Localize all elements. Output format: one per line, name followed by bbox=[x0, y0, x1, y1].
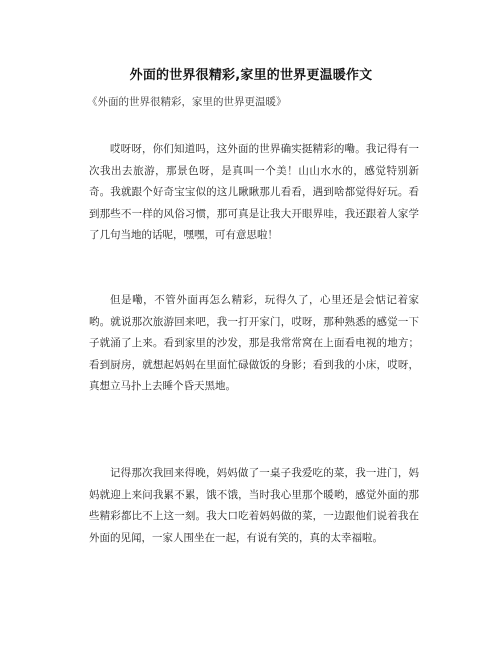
document-title: 外面的世界很精彩,家里的世界更温暖作文 bbox=[129, 68, 373, 83]
paragraph-1: 哎呀呀，你们知道吗，这外面的世界确实挺精彩的嘞。我记得有一次我出去旅游，那景色呀，是真叫一个美！山山水水的，感觉特别新奇。我就跟个好奇宝宝似的这儿瞅瞅那儿看看，遇到啥都觉得好玩。看到那些不一样的风俗习惯，那可真是让我大开眼界哇，我还跟着人家学了几句当地的话呢，嘿嘿，可有意思啦！ bbox=[89, 143, 419, 241]
document-subtitle: 《外面的世界很精彩，家里的世界更温暖》 bbox=[87, 96, 287, 108]
paragraph-3: 记得那次我回来得晚，妈妈做了一桌子我爱吃的菜，我一进门，妈妈就迎上来问我累不累，饿不饿，当时我心里那个暖哟，感觉外面的那些精彩都比不上这一刻。我大口吃着妈妈做的菜，一边跟他们说着我在外面的见闻，一家人围坐在一起，有说有笑的，真的太幸福啦。 bbox=[89, 467, 419, 544]
paragraph-2: 但是嘞，不管外面再怎么精彩，玩得久了，心里还是会惦记着家哟。就说那次旅游回来吧，我一打开家门，哎呀，那种熟悉的感觉一下子就涌了上来。看到家里的沙发，那是我常常窝在上面看电视的地方；看到厨房，就想起妈妈在里面忙碌做饭的身影；看到我的小床，哎呀，真想立马扑上去睡个昏天黑地。 bbox=[89, 294, 419, 392]
